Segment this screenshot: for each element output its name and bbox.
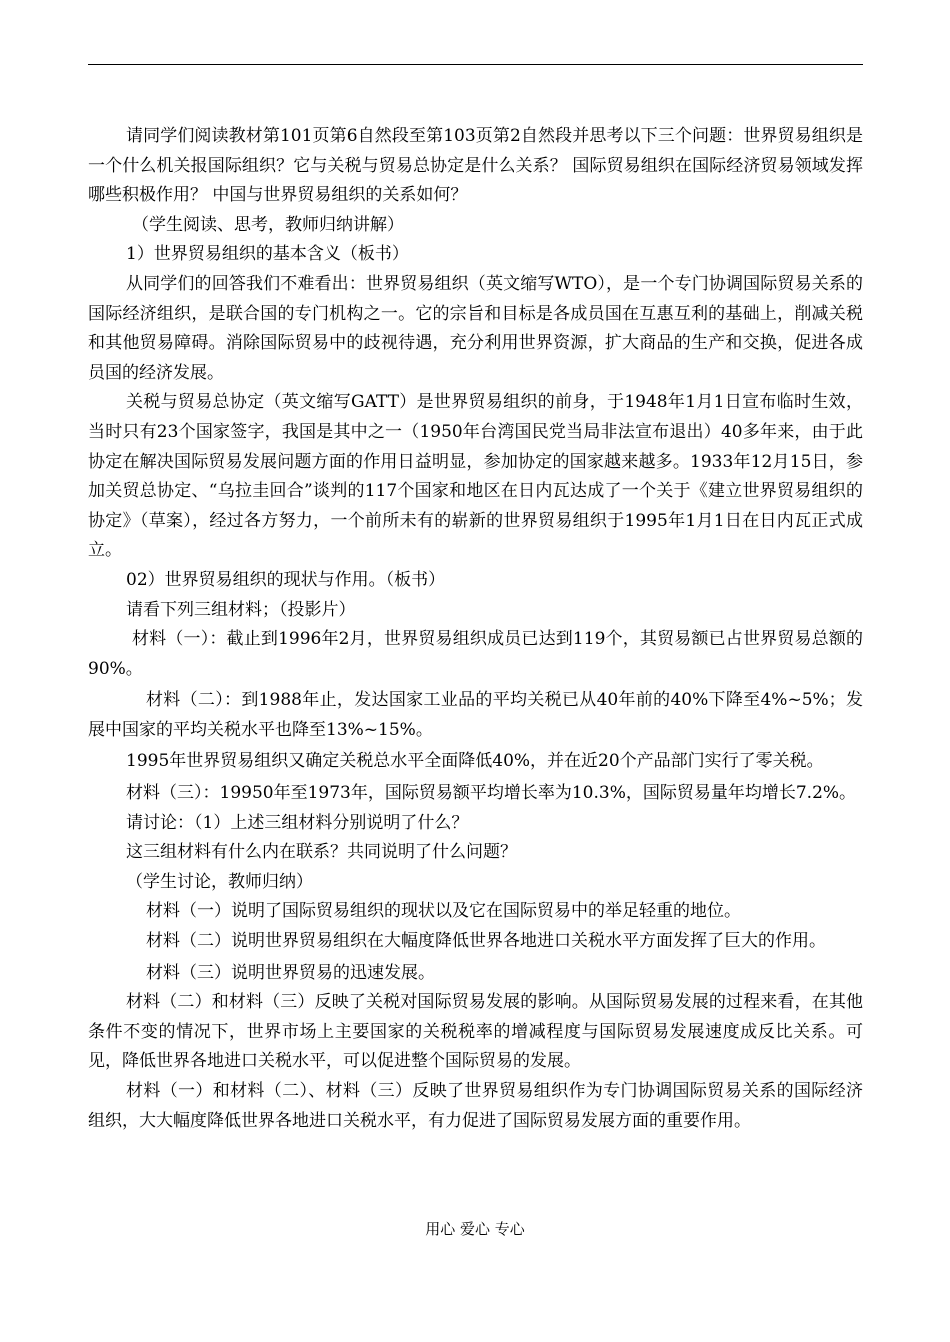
paragraph-conclusion-1: 材料（一）说明了国际贸易组织的现状以及它在国际贸易中的举足轻重的地位。 [146,901,741,922]
paragraph-discussion-question-2: 这三组材料有什么内在联系？共同说明了什么问题？ [126,842,517,863]
paragraph-see-materials: 请看下列三组材料；（投影片） [126,599,356,620]
paragraph-tariff-effect: 材料（二）和材料（三）反映了关税对国际贸易发展的影响。从国际贸易发展的过程来看，在其他条件不变的情况下，世界市场上主要国家的关税税率的增减程度与国际贸易发展速度成反比关系。可见，降低世界各地进口关税水平，可以促进整个国际贸易的发展。 [88,992,863,1072]
page-footer: 用心 爱心 专心 [425,1220,525,1238]
heading-basic-meaning: 1）世界贸易组织的基本含义（板书） [126,244,409,265]
paragraph-conclusion-3: 材料（三）说明世界贸易的迅速发展。 [146,962,435,983]
paragraph-student-reading: （学生阅读、思考，教师归纳讲解） [132,214,404,235]
paragraph-discussion-question: 请讨论：（1）上述三组材料分别说明了什么？ [126,812,469,833]
paragraph-material-3: 材料（三）：19950年至1973年，国际贸易额平均增长率为10.3%，国际贸易量年均增长7.2%。 [126,783,857,804]
document-body [88,122,863,1136]
paragraph-material-2: 材料（二）：到1988年止，发达国家工业品的平均关税已从40年前的40%下降至4%~5%；发展中国家的平均关税水平也降至13%~15%。 [88,690,863,740]
paragraph-wto-definition: 从同学们的回答我们不难看出：世界贸易组织（英文缩写WTO），是一个专门协调国际贸易关系的国际经济组织，是联合国的专门机构之一。它的宗旨和目标是各成员国在互惠互利的基础上，削减关税和其他贸易障碍。消除国际贸易中的歧视待遇，充分利用世界资源，扩大商品的生产和交换，促进各成员国的经济发展。 [88,273,863,383]
paragraph-student-discussion: （学生讨论，教师归纳） [126,871,313,892]
header-rule [88,64,863,65]
paragraph-conclusion-2: 材料（二）说明世界贸易组织在大幅度降低世界各地进口关税水平方面发挥了巨大的作用。 [146,931,826,952]
heading-status-and-role: 02）世界贸易组织的现状与作用。（板书） [126,569,446,590]
paragraph-gatt-history: 关税与贸易总协定（英文缩写GATT）是世界贸易组织的前身，于1948年1月1日宣布临时生效，当时只有23个国家签字，我国是其中之一（1950年台湾国民党当局非法宣布退出）40多年来，由于此协定在解决国际贸易发展问题方面的作用日益明显，参加协定的国家越来越多。1933年12月15日，参加关贸总协定、“乌拉圭回合”谈判的117个国家和地区在日内瓦达成了一个关于《建立世界贸易组织的协定》（草案），经过各方努力，一个前所未有的崭新的世界贸易组织于1995年1月1日在日内瓦正式成立。 [88,392,863,561]
paragraph-wto-role-summary: 材料（一）和材料（二）、材料（三）反映了世界贸易组织作为专门协调国际贸易关系的国际经济组织，大大幅度降低世界各地进口关税水平，有力促进了国际贸易发展方面的重要作用。 [88,1081,863,1131]
paragraph-material-2-cont: 1995年世界贸易组织又确定关税总水平全面降低40%，并在近20个产品部门实行了零关税。 [126,751,824,772]
paragraph-intro-questions: 请同学们阅读教材第101页第6自然段至第103页第2自然段并思考以下三个问题：世界贸易组织是一个什么机关报国际组织？它与关税与贸易总协定是什么关系？ 国际贸易组织在国际经济贸易领域发挥哪些积极作用？ 中国与世界贸易组织的关系如何？ [88,126,863,206]
paragraph-material-1: 材料（一）：截止到1996年2月，世界贸易组织成员已达到119个，其贸易额已占世界贸易总额的90%。 [88,629,863,679]
